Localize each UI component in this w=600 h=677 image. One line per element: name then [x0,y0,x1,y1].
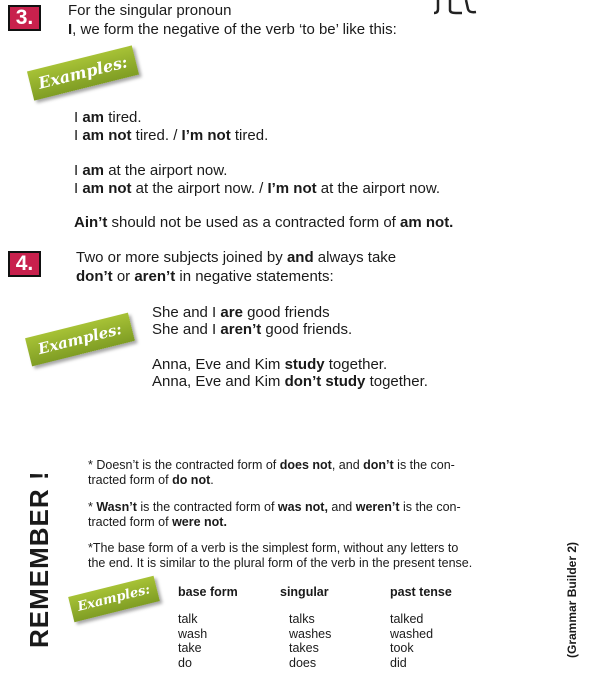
section3-intro-line2: I, we form the negative of the verb ‘to be’ like this: [68,21,397,38]
table-cell: talks [289,612,315,626]
remember-note-3: *The base form of a verb is the simplest form, without any letters to the end. It is similar to the plural form of the verb in the present tense. [88,541,473,570]
example-line: I am at the airport now. [74,162,228,179]
section-number-3: 3. [8,5,41,31]
table-column-base-form [178,612,207,670]
remember-note-2: * Wasn’t is the contracted form of was not, and weren’t is the con- tracted form of were not. [88,500,461,529]
section4-intro-line2: don’t or aren’t in negative statements: [76,268,334,285]
table-cell: talked [390,612,424,626]
table-header-past-tense: past tense [390,585,452,599]
example-line: I am not tired. / I’m not tired. [74,127,269,144]
example-line: Anna, Eve and Kim don’t study together. [152,373,428,390]
example-line: She and I are good friends [152,304,330,321]
remember-side-label: REMEMBER ! [24,470,54,648]
example-line: Anna, Eve and Kim study together. [152,356,388,373]
decorative-figure-icon [432,0,480,16]
table-cell: takes [289,641,319,655]
source-label: (Grammar Builder 2) [565,541,579,658]
example-line: I am tired. [74,109,142,126]
examples-banner-3: Examples: [68,576,160,623]
examples-banner-1: Examples: [27,45,139,100]
table-cell: does [289,655,317,670]
table-cell: do [178,655,192,670]
example-line: She and I aren’t good friends. [152,321,353,338]
section-number-4: 4. [8,251,41,277]
example-line: I am not at the airport now. / I’m not at the airport now. [74,180,441,197]
table-header-singular: singular [280,585,329,599]
table-cell: took [390,641,414,655]
table-cell: wash [178,626,208,641]
table-cell: did [390,655,407,670]
table-cell: washed [390,626,434,641]
section4-intro-line1: Two or more subjects joined by and always take [76,249,397,266]
examples-banner-2: Examples: [25,313,135,367]
table-cell: washes [289,626,332,641]
section3-note: Ain’t should not be used as a contracted form of am not. [74,214,454,231]
table-header-base-form: base form [178,585,238,599]
table-cell: take [178,641,202,655]
table-column-past-tense [390,612,433,670]
remember-note-1: * Doesn’t is the contracted form of does not, and don’t is the con- tracted form of do not. [88,458,455,487]
section3-intro-line1: For the singular pronoun [68,2,232,19]
table-column-singular [289,612,331,670]
table-cell: talk [178,612,198,626]
